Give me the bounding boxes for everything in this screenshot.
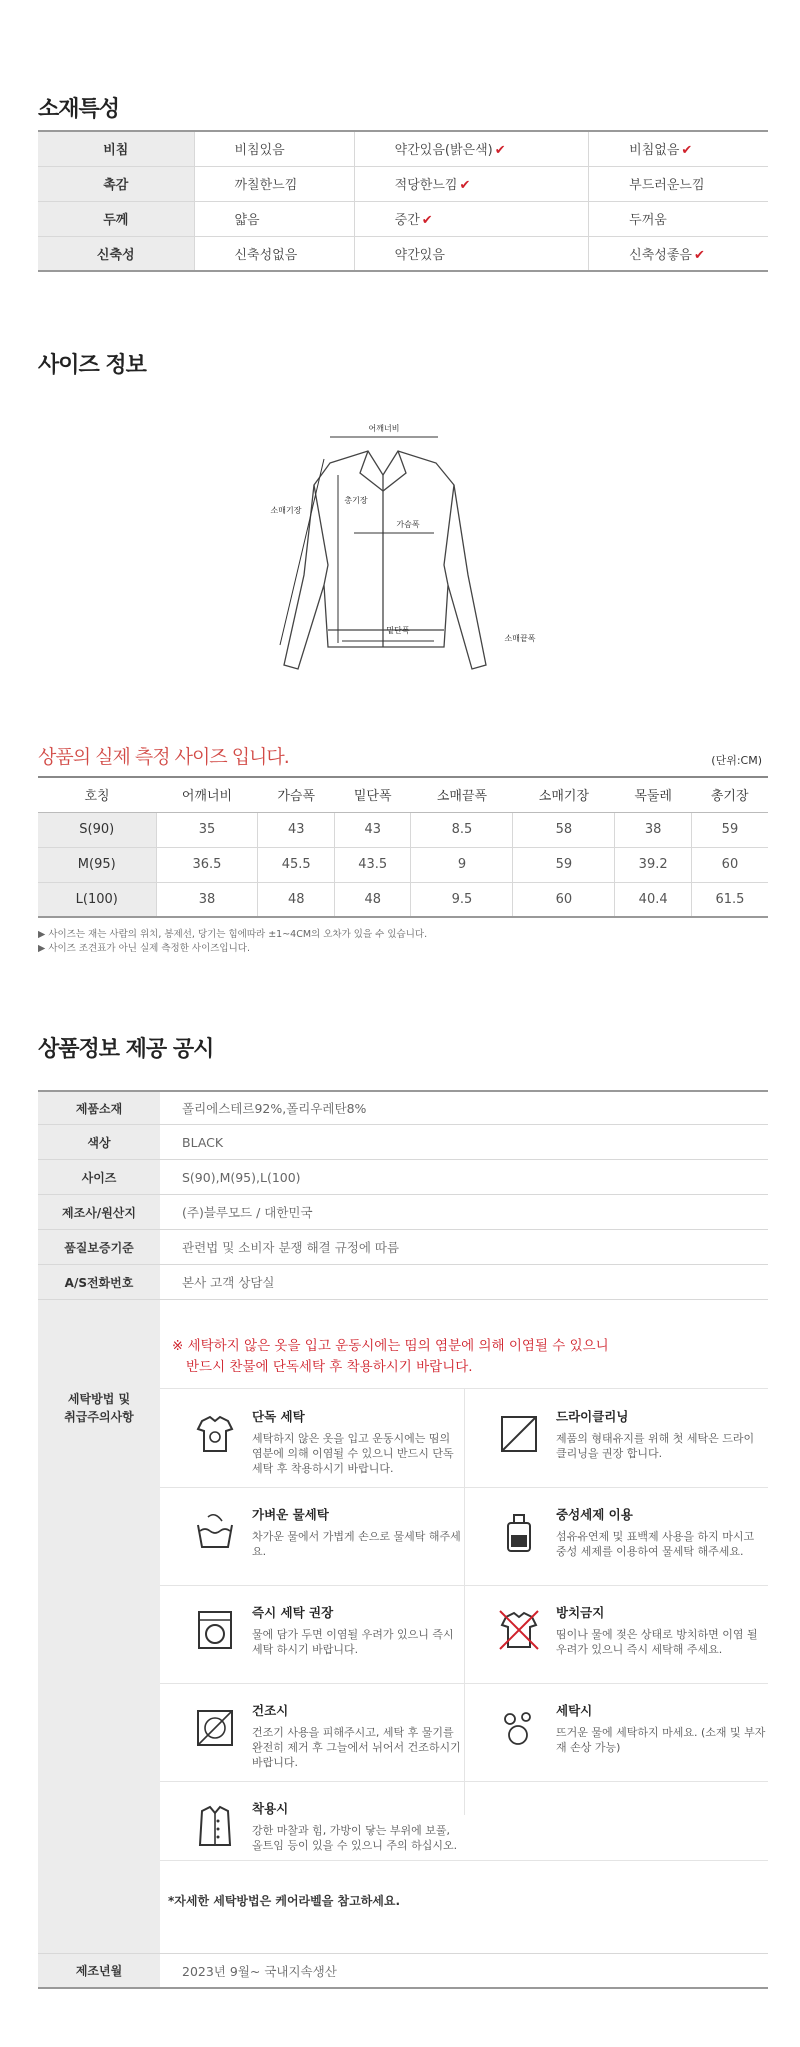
notice-row (38, 1090, 768, 1125)
notice-row-label: 제조사/원산지 (38, 1195, 160, 1229)
size-column-header: 소매기장 (513, 777, 615, 812)
material-option (589, 166, 768, 201)
notice-row-label: 제품소재 (38, 1092, 160, 1124)
care-item-title: 건조시 (252, 1703, 289, 1718)
label-sleeve-length: 소매기장 (270, 506, 302, 515)
shirt-wear-icon (192, 1803, 238, 1849)
shirt-wash-icon (192, 1411, 238, 1457)
care-item (160, 1487, 464, 1585)
material-row-label: 비침 (38, 131, 194, 166)
size-note: ▶ 사이즈는 재는 사람의 위치, 봉제선, 당기는 힘에따라 ±1~4CM의 오차가 있을 수 있습니다. (38, 929, 428, 940)
care-item (160, 1585, 464, 1683)
size-cell: 45.5 (258, 847, 335, 882)
care-item (160, 1389, 464, 1487)
care-item-desc: 섬유유연제 및 표백제 사용을 하지 마시고 중성 세제를 이용하여 물세탁 해주세요. (556, 1530, 755, 1558)
size-cell: 39.2 (615, 847, 692, 882)
label-total-length: 총기장 (344, 496, 368, 505)
care-item-title: 착용시 (252, 1801, 289, 1816)
size-cell: 60 (691, 847, 768, 882)
date-row (38, 1954, 768, 1989)
warning-line: 반드시 찬물에 단독세탁 후 착용하시기 바랍니다. (186, 1359, 473, 1375)
material-option-label: 약간있음(밝은색) (394, 143, 493, 159)
size-cell: 61.5 (691, 882, 768, 917)
material-row (38, 236, 768, 271)
size-cell: 48 (258, 882, 335, 917)
size-cell: 43.5 (334, 847, 411, 882)
size-column-header: 호칭 (38, 777, 156, 812)
size-row (38, 882, 768, 917)
dry-clean-icon (496, 1411, 542, 1457)
material-option-label: 적당한느낌 (394, 178, 458, 193)
material-option (589, 131, 768, 166)
size-row (38, 812, 768, 847)
size-cell: 9.5 (411, 882, 513, 917)
care-item-title: 단독 세탁 (252, 1409, 305, 1424)
wash-label-line: 취급주의사항 (64, 1410, 134, 1424)
warning-line: ※ 세탁하지 않은 옷을 입고 운동시에는 띰의 염분에 의해 이염될 수 있으니 (172, 1338, 609, 1354)
care-item (160, 1781, 464, 1879)
care-note: *자세한 세탁방법은 케어라벨을 참고하세요. (168, 1894, 401, 1908)
size-cell: 43 (334, 812, 411, 847)
care-item-desc: 제품의 형태유지를 위해 첫 세탁은 드라이 클리닝을 권장 합니다. (556, 1432, 755, 1460)
no-leave-shirt-icon (496, 1607, 542, 1653)
care-item-desc: 뜨거운 물에 세탁하지 마세요. (소재 및 부자재 손상 가능) (556, 1726, 766, 1754)
notice-row-value: S(90),M(95),L(100) (182, 1169, 301, 1185)
notice-row-value: BLACK (182, 1134, 224, 1150)
material-title: 소재특성 (38, 97, 120, 122)
no-dryer-icon (192, 1705, 238, 1751)
wash-row (38, 1300, 768, 1954)
care-item-title: 가벼운 물세탁 (252, 1507, 329, 1522)
size-note: ▶ 사이즈 조견표가 아닌 실제 측정한 사이즈입니다. (38, 943, 250, 954)
size-column-header: 목둘레 (615, 777, 692, 812)
care-item (464, 1585, 768, 1683)
size-column-header: 밑단폭 (334, 777, 411, 812)
material-option (354, 166, 589, 201)
size-column-header: 어깨너비 (156, 777, 258, 812)
care-item-title: 중성세제 이용 (556, 1507, 633, 1522)
size-cell: 58 (513, 812, 615, 847)
size-cell: 9 (411, 847, 513, 882)
size-cell: 38 (615, 812, 692, 847)
material-table (38, 130, 768, 272)
size-cell: 48 (334, 882, 411, 917)
size-row (38, 847, 768, 882)
check-icon: ✔ (681, 143, 693, 159)
size-cell: 43 (258, 812, 335, 847)
material-option-label: 약간있음 (394, 247, 445, 263)
notice-row-label: 색상 (38, 1125, 160, 1159)
detergent-icon (496, 1509, 542, 1555)
label-hem: 밑단폭 (386, 626, 410, 635)
size-cell: 59 (513, 847, 615, 882)
material-row (38, 166, 768, 201)
notice-row-label: 사이즈 (38, 1160, 160, 1194)
notice-row (38, 1265, 768, 1300)
size-column-header: 소매끝폭 (411, 777, 513, 812)
label-chest: 가슴폭 (396, 520, 420, 529)
material-option-label: 신축성없음 (234, 247, 298, 263)
check-icon: ✔ (421, 213, 433, 228)
label-shoulder: 어깨너비 (368, 424, 400, 433)
size-cell: 38 (156, 882, 258, 917)
size-column-header: 총기장 (691, 777, 768, 812)
care-item-title: 즉시 세탁 권장 (252, 1605, 334, 1620)
size-label: L(100) (38, 882, 156, 917)
material-option (354, 236, 589, 271)
date-value: 2023년 9월~ 국내지속생산 (182, 1963, 337, 1979)
material-option (194, 166, 354, 201)
material-option (589, 201, 768, 236)
notice-row-value: (주)블루모드 / 대한민국 (182, 1205, 313, 1220)
care-item (464, 1389, 768, 1487)
care-item-desc: 차가운 물에서 가볍게 손으로 물세탁 해주세요. (252, 1530, 461, 1558)
material-option (194, 201, 354, 236)
wash-warning (172, 1336, 609, 1378)
hand-wash-icon (192, 1509, 238, 1555)
size-label: S(90) (38, 812, 156, 847)
size-cell: 8.5 (411, 812, 513, 847)
notice-row-label: 품질보증기준 (38, 1230, 160, 1264)
washing-machine-icon (192, 1607, 238, 1653)
size-cell: 35 (156, 812, 258, 847)
material-option-label: 신축성좋음 (629, 247, 692, 263)
material-row-label: 신축성 (38, 236, 194, 271)
care-item (464, 1683, 768, 1781)
date-label: 제조년월 (38, 1954, 160, 1987)
care-item-desc: 물에 담가 두면 이염될 우려가 있으니 즉시 세탁 하시기 바랍니다. (252, 1628, 454, 1656)
notice-row-value: 폴리에스테르92%,폴리우레탄8% (182, 1101, 367, 1116)
size-info-title: 사이즈 정보 (38, 353, 146, 378)
size-headline: 상품의 실제 측정 사이즈 입니다. (38, 746, 289, 768)
check-icon: ✔ (494, 143, 506, 159)
material-option-label: 두꺼움 (629, 213, 667, 228)
notice-row (38, 1160, 768, 1195)
material-row (38, 201, 768, 236)
size-cell: 60 (513, 882, 615, 917)
material-row (38, 131, 768, 166)
material-option (354, 201, 589, 236)
care-item-title: 세탁시 (556, 1703, 593, 1718)
care-item-desc: 띰이나 물에 젖은 상태로 방치하면 이염 될 우려가 있으니 즉시 세탁해 주세요. (556, 1628, 758, 1656)
material-row-label: 촉감 (38, 166, 194, 201)
material-option-label: 비침있음 (234, 143, 285, 159)
wash-content (160, 1300, 768, 1953)
material-option (354, 131, 589, 166)
size-cell: 40.4 (615, 882, 692, 917)
notice-title: 상품정보 제공 공시 (38, 1037, 214, 1062)
notice-table (38, 1090, 768, 1989)
notice-row-value: 관련법 및 소비자 분쟁 해결 규정에 따름 (182, 1240, 400, 1255)
size-notes (38, 928, 427, 956)
material-option-label: 얇음 (234, 213, 260, 228)
care-item-title: 드라이클리닝 (556, 1409, 629, 1424)
care-item (160, 1683, 464, 1781)
size-cell: 59 (691, 812, 768, 847)
notice-row-value: 본사 고객 상담실 (182, 1275, 275, 1290)
size-label: M(95) (38, 847, 156, 882)
notice-row (38, 1125, 768, 1160)
wash-label (38, 1300, 160, 1953)
material-option (589, 236, 768, 271)
care-item (464, 1487, 768, 1585)
material-option (194, 236, 354, 271)
care-item-desc: 세탁하지 않은 옷을 입고 운동시에는 띰의 염분에 의해 이염될 수 있으니 반드시 단독세탁 후 착용하시기 바랍니다. (252, 1432, 454, 1475)
jacket-outline (284, 451, 486, 669)
label-cuff: 소매끝폭 (504, 634, 536, 643)
care-grid (160, 1388, 768, 1860)
wash-label-line: 세탁방법 및 (67, 1392, 131, 1406)
measure-arrows (280, 437, 438, 645)
size-unit: (단위:CM) (711, 754, 762, 767)
notice-row (38, 1230, 768, 1265)
care-item-desc: 강한 마찰과 힘, 가방이 닿는 부위에 보풀, 올트임 등이 있을 수 있으니 주의 하십시오. (252, 1824, 458, 1852)
material-option-label: 까칠한느낌 (234, 178, 298, 193)
material-option-label: 중간 (394, 213, 420, 228)
check-icon: ✔ (693, 247, 705, 263)
notice-row-label: A/S전화번호 (38, 1265, 160, 1299)
material-option-label: 비침없음 (629, 143, 680, 159)
material-option (194, 131, 354, 166)
material-option-label: 부드러운느낌 (629, 178, 705, 193)
care-item-title: 방치금지 (556, 1605, 605, 1620)
check-icon: ✔ (459, 178, 471, 193)
jacket-size-diagram (258, 415, 548, 675)
bubbles-icon (496, 1705, 542, 1751)
care-item-desc: 건조기 사용을 피해주시고, 세탁 후 물기를 완전히 제거 후 그늘에서 뉘어서 건조하시기 바랍니다. (252, 1726, 461, 1769)
size-table (38, 776, 768, 918)
notice-row (38, 1195, 768, 1230)
material-row-label: 두께 (38, 201, 194, 236)
size-cell: 36.5 (156, 847, 258, 882)
size-column-header: 가슴폭 (258, 777, 335, 812)
